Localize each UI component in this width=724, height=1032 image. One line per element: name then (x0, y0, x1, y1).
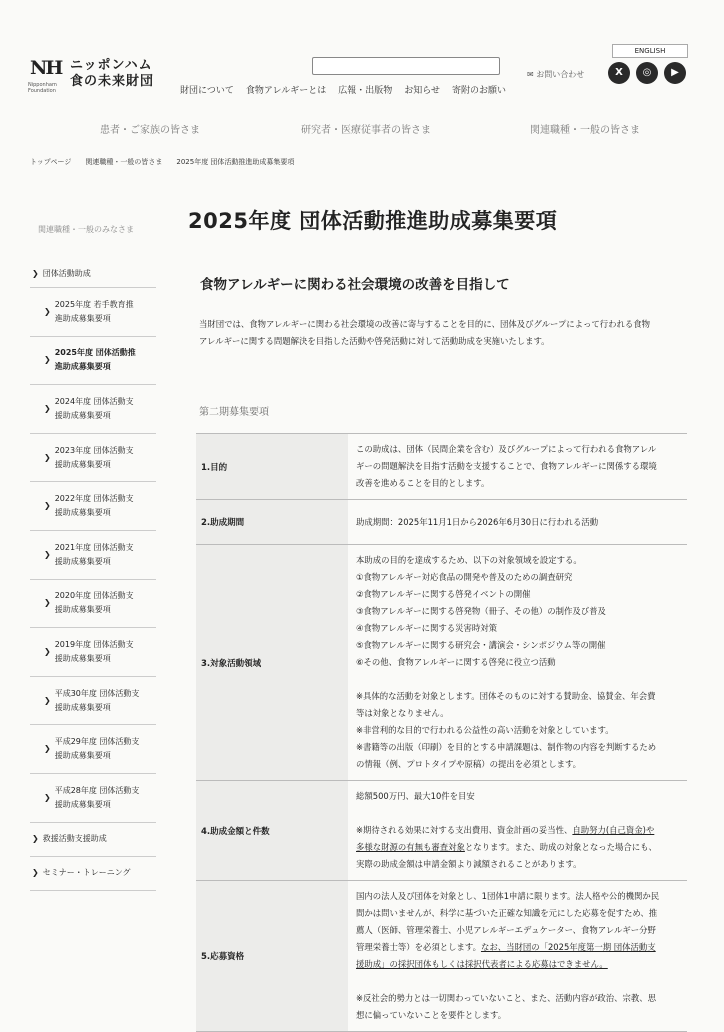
sidebar-item-2023[interactable]: ❯ 2023年度 団体活動支 援助成募集要項 (30, 434, 156, 483)
chevron-right-icon: ❯ (32, 868, 39, 878)
x-icon[interactable]: X (608, 62, 630, 84)
sidebar-item-relief-grants[interactable]: ❯ 救援活動支援助成 (30, 823, 156, 857)
chevron-right-icon: ❯ (44, 598, 51, 608)
row-value-period: 助成期間：2025年11月1日から2026年6月30日に行われる活動 (348, 500, 687, 545)
guidelines-table (196, 433, 687, 1032)
audience-tab-patients[interactable]: 患者・ご家族の皆さま (100, 125, 200, 136)
row-label-period: 2.助成期間 (196, 500, 348, 545)
audience-tab-general[interactable]: 関連職種・一般の皆さま (530, 125, 640, 136)
chevron-right-icon: ❯ (44, 403, 51, 413)
nav-about[interactable]: 財団について (180, 86, 234, 96)
chevron-right-icon: ❯ (44, 744, 51, 754)
chevron-right-icon: ❯ (44, 452, 51, 462)
row-label-amount: 4.助成金額と件数 (196, 781, 348, 881)
area-item: ④食物アレルギーに関する災害時対策 (356, 623, 497, 633)
row-label-eligibility: 5.応募資格 (196, 881, 348, 1032)
breadcrumb-general[interactable]: 関連職種・一般の皆さま (85, 158, 163, 166)
table-row-eligibility (196, 881, 687, 1032)
sidebar-heading: 関連職種・一般のみなさま (38, 225, 134, 234)
sidebar-item-h30[interactable]: ❯ 平成30年度 団体活動支 援助成募集要項 (30, 677, 156, 726)
contact-link[interactable]: ✉ お問い合わせ (527, 70, 585, 79)
intro-paragraph: 当財団では、食物アレルギーに関わる社会環境の改善に寄与することを目的に、団体及びグループによって行われる食物 アレルギーに関する問題解決を目指した活動や啓発活動に対して活動助成を実施いたします。 (199, 319, 651, 346)
chevron-right-icon: ❯ (44, 646, 51, 656)
breadcrumb (30, 157, 294, 167)
area-item: ①食物アレルギー対応食品の開発や普及のための調査研究 (356, 572, 573, 582)
breadcrumb-current: 2025年度 団体活動推進助成募集要項 (176, 158, 295, 166)
chevron-right-icon: ❯ (44, 695, 51, 705)
table-row-areas (196, 545, 687, 781)
chevron-right-icon: ❯ (44, 792, 51, 802)
main-nav (180, 83, 506, 96)
sidebar-item-h29[interactable]: ❯ 平成29年度 団体活動支 援助成募集要項 (30, 725, 156, 774)
english-language-button[interactable]: ENGLISH (612, 44, 688, 58)
row-value-eligibility: 国内の法人及び団体を対象とし、1団体1申請に限ります。法人格や公的機関か民 間かは問いませんが、科学に基づいた正確な知識を元にした応募を促すため、推 薦人（医師、管理栄養士、小児アレルギーエデュケーター、食物アレルギー分野 管理栄養士等）を必須とします。なお、当財団の「2025年度第一期 団体活動支 援助成」の採択団体もしくは採択代表者による応募はできません。 ※反社会的勢力とは一切関わっていないこと、また、活動内容が政治、宗教、思 想に偏っていないことを要件とします。 (348, 881, 687, 1032)
chevron-right-icon: ❯ (44, 306, 51, 316)
chevron-right-icon: ❯ (44, 549, 51, 559)
sidebar-item-2019[interactable]: ❯ 2019年度 団体活動支 援助成募集要項 (30, 628, 156, 677)
row-value-purpose: この助成は、団体（民間企業を含む）及びグループによって行われる食物アレル ギーの問題解決を目指す活動を支援することで、食物アレルギーに関係する環境 改善を進めることを目的とします。 (348, 434, 687, 500)
brand-logo-subtext: Nipponham Foundation (28, 82, 57, 94)
chevron-right-icon: ❯ (32, 834, 39, 844)
nav-donation[interactable]: 寄附のお願い (452, 86, 507, 96)
instagram-icon[interactable]: ◎ (636, 62, 658, 84)
nav-publications[interactable]: 広報・出版物 (338, 86, 393, 96)
area-item: ⑤食物アレルギーに関する研究会・講演会・シンポジウム等の開催 (356, 640, 606, 650)
row-value-areas: 本助成の目的を達成するため、以下の対象領域を設定する。 ①食物アレルギー対応食品の開発や普及のための調査研究 ②食物アレルギーに関する啓発イベントの開催 ③食物アレルギーに関する啓発物（冊子、その他）の制作及び普及 ④食物アレルギーに関する災害時対策 ⑤食物アレルギーに関する研究会・講演会・シンポジウム等の開催 ⑥その他、食物アレルギーに関する啓発に役立つ活動 ※具体的な活動を対象とします。団体そのものに対する賛助金、協賛金、年会費 等は対象となりません。 ※非営利的な目的で行われる公益性の高い活動を対象としています。 ※書籍等の出版（印刷）を目的とする申請課題は、制作物の内容を判断するため の情報（例、プロトタイプや原稿）の提出を必須とします。 (348, 545, 687, 781)
sidebar-item-seminars[interactable]: ❯ セミナー・トレーニング (30, 857, 156, 891)
sidebar-item-2025-young[interactable]: ❯ 2025年度 若手教育推 進助成募集要項 (30, 288, 156, 337)
phase-heading: 第二期募集要項 (199, 407, 269, 418)
sidebar (30, 260, 156, 891)
brand-name[interactable] (70, 58, 154, 90)
table-row-purpose (196, 434, 687, 500)
sidebar-item-2025-group[interactable]: ❯ 2025年度 団体活動推 進助成募集要項 (30, 337, 156, 386)
chevron-right-icon: ❯ (44, 501, 51, 511)
row-label-purpose: 1.目的 (196, 434, 348, 500)
sidebar-item-h28[interactable]: ❯ 平成28年度 団体活動支 援助成募集要項 (30, 774, 156, 823)
audience-tab-researchers[interactable]: 研究者・医療従事者の皆さま (301, 125, 431, 136)
sidebar-item-2020[interactable]: ❯ 2020年度 団体活動支 援助成募集要項 (30, 580, 156, 629)
search-input[interactable] (312, 57, 500, 75)
area-item: ②食物アレルギーに関する啓発イベントの開催 (356, 589, 531, 599)
brand-name-line1: ニッポンハム (70, 58, 153, 73)
brand-name-line2: 食の未来財団 (70, 74, 155, 89)
chevron-right-icon: ❯ (44, 355, 51, 365)
nav-food-allergy[interactable]: 食物アレルギーとは (245, 86, 327, 96)
row-value-amount: 総額500万円、最大10件を目安 ※期待される効果に対する支出費用、資金計画の妥当性、自助努力(自己資金)や 多様な財源の有無も審査対象となります。また、助成の対象となった場合にも、 実際の助成金額は申請金額より減額されることがあります。 (348, 781, 687, 881)
breadcrumb-home[interactable]: トップページ (30, 158, 72, 166)
table-row-amount (196, 781, 687, 881)
section-subtitle: 食物アレルギーに関わる社会環境の改善を目指して (200, 277, 510, 293)
youtube-icon[interactable]: ▶ (664, 62, 686, 84)
area-item: ③食物アレルギーに関する啓発物（冊子、その他）の制作及び普及 (356, 606, 606, 616)
sidebar-item-2022[interactable]: ❯ 2022年度 団体活動支 援助成募集要項 (30, 482, 156, 531)
row-label-areas: 3.対象活動領域 (196, 545, 348, 781)
sidebar-item-2021[interactable]: ❯ 2021年度 団体活動支 援助成募集要項 (30, 531, 156, 580)
sidebar-item-group-grants[interactable]: ❯ 団体活動助成 (30, 260, 156, 288)
sidebar-item-2024[interactable]: ❯ 2024年度 団体活動支 援助成募集要項 (30, 385, 156, 434)
brand-logo-mark[interactable]: NH (30, 57, 62, 79)
area-item: ⑥その他、食物アレルギーに関する啓発に役立つ活動 (356, 657, 556, 667)
chevron-right-icon: ❯ (32, 268, 39, 278)
nav-news[interactable]: お知らせ (404, 86, 440, 96)
page-title: 2025年度 団体活動推進助成募集要項 (188, 209, 558, 233)
table-row-period (196, 500, 687, 545)
